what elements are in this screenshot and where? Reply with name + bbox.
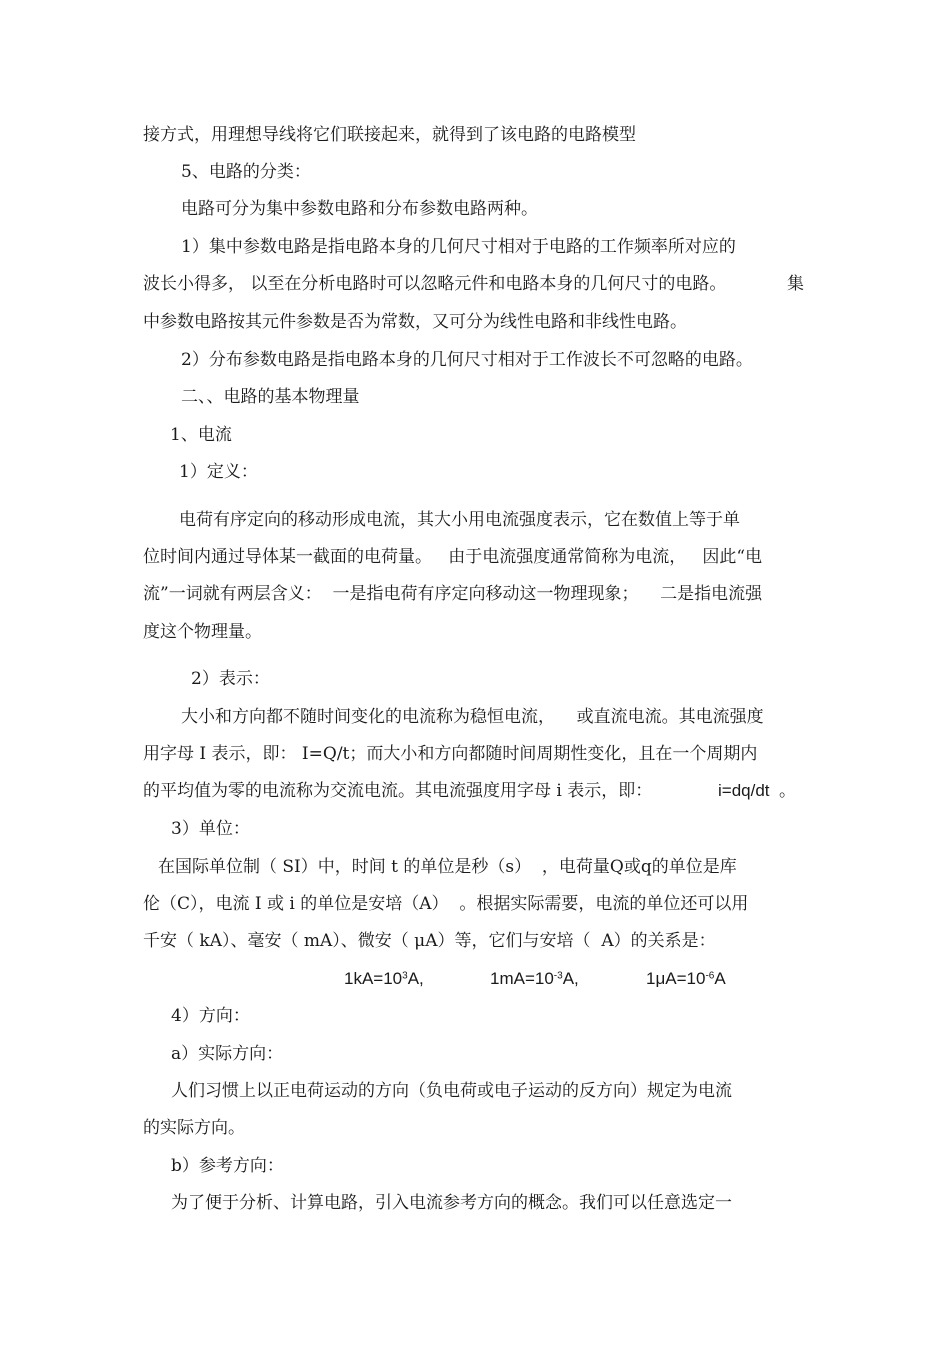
text-line: 波长小得多， 以至在分析电路时可以忽略元件和电路本身的几何尺寸的电路。 xyxy=(143,274,727,294)
section-heading: 5、电路的分类： xyxy=(181,162,311,182)
item-heading: 4）方向： xyxy=(171,1006,250,1026)
text-line: 位时间内通过导体某一截面的电荷量。 由于电流强度通常简称为电流， 因此“电 xyxy=(143,547,763,567)
text-line: 1）集中参数电路是指电路本身的几何尺寸相对于电路的工作频率所对应的 xyxy=(181,237,736,257)
text-line: 的平均值为零的电流称为交流电流。其电流强度用字母 i 表示，即： xyxy=(143,781,653,801)
text-line: 电荷有序定向的移动形成电流，其大小用电流强度表示，它在数值上等于单 xyxy=(179,510,740,530)
item-heading: 3）单位： xyxy=(171,819,250,839)
text-line: 用字母 I 表示，即： I=Q/t；而大小和方向都随时间周期性变化，且在一个周期内 xyxy=(143,744,758,764)
formula-kA: $1kA=10^3A$, xyxy=(344,969,424,988)
item-heading: b）参考方向： xyxy=(171,1156,284,1176)
text-line: 的实际方向。 xyxy=(143,1118,245,1138)
text-line: 电路可分为集中参数电路和分布参数电路两种。 xyxy=(181,199,538,219)
text-line-tail: 集 xyxy=(787,274,804,294)
formula-uA: $1\mu A=10^{-6}A$ xyxy=(646,969,726,988)
text-line: 人们习惯上以正电荷运动的方向（负电荷或电子运动的反方向）规定为电流 xyxy=(171,1081,732,1101)
text-line: 流”一词就有两层含义： 一是指电荷有序定向移动这一物理现象； 二是指电流强 xyxy=(143,584,763,604)
text-line: 接方式，用理想导线将它们联接起来，就得到了该电路的电路模型 xyxy=(143,125,636,145)
text-line: 2）分布参数电路是指电路本身的几何尺寸相对于工作波长不可忽略的电路。 xyxy=(181,350,753,370)
text-line: 中参数电路按其元件参数是否为常数，又可分为线性电路和非线性电路。 xyxy=(143,312,687,332)
text-line: 大小和方向都不随时间变化的电流称为稳恒电流， 或直流电流。其电流强度 xyxy=(181,707,764,727)
text-line: 在国际单位制（ SI）中，时间 t 的单位是秒（s） ，电荷量Q或q的单位是库 xyxy=(158,857,737,877)
text-line: 为了便于分析、计算电路，引入电流参考方向的概念。我们可以任意选定一 xyxy=(171,1193,732,1213)
item-heading: 1）定义： xyxy=(179,462,258,482)
subsection-heading: 1、电流 xyxy=(170,425,232,445)
item-heading: 2）表示： xyxy=(191,669,270,689)
text-line: 伦（C），电流 I 或 i 的单位是安培（A） 。根据实际需要，电流的单位还可以用 xyxy=(143,894,749,914)
section-heading: 二、、电路的基本物理量 xyxy=(181,387,360,407)
formula-mA: $1mA=10^{-3}A$, xyxy=(490,969,579,988)
text-line: 千安（ kA）、毫安（ mA）、微安（ μA）等，它们与安培（ A）的关系是： xyxy=(143,931,716,951)
text-line: 度这个物理量。 xyxy=(143,622,262,642)
item-heading: a）实际方向： xyxy=(171,1044,284,1064)
formula-inline: i=dq/dt 。 xyxy=(718,781,796,800)
